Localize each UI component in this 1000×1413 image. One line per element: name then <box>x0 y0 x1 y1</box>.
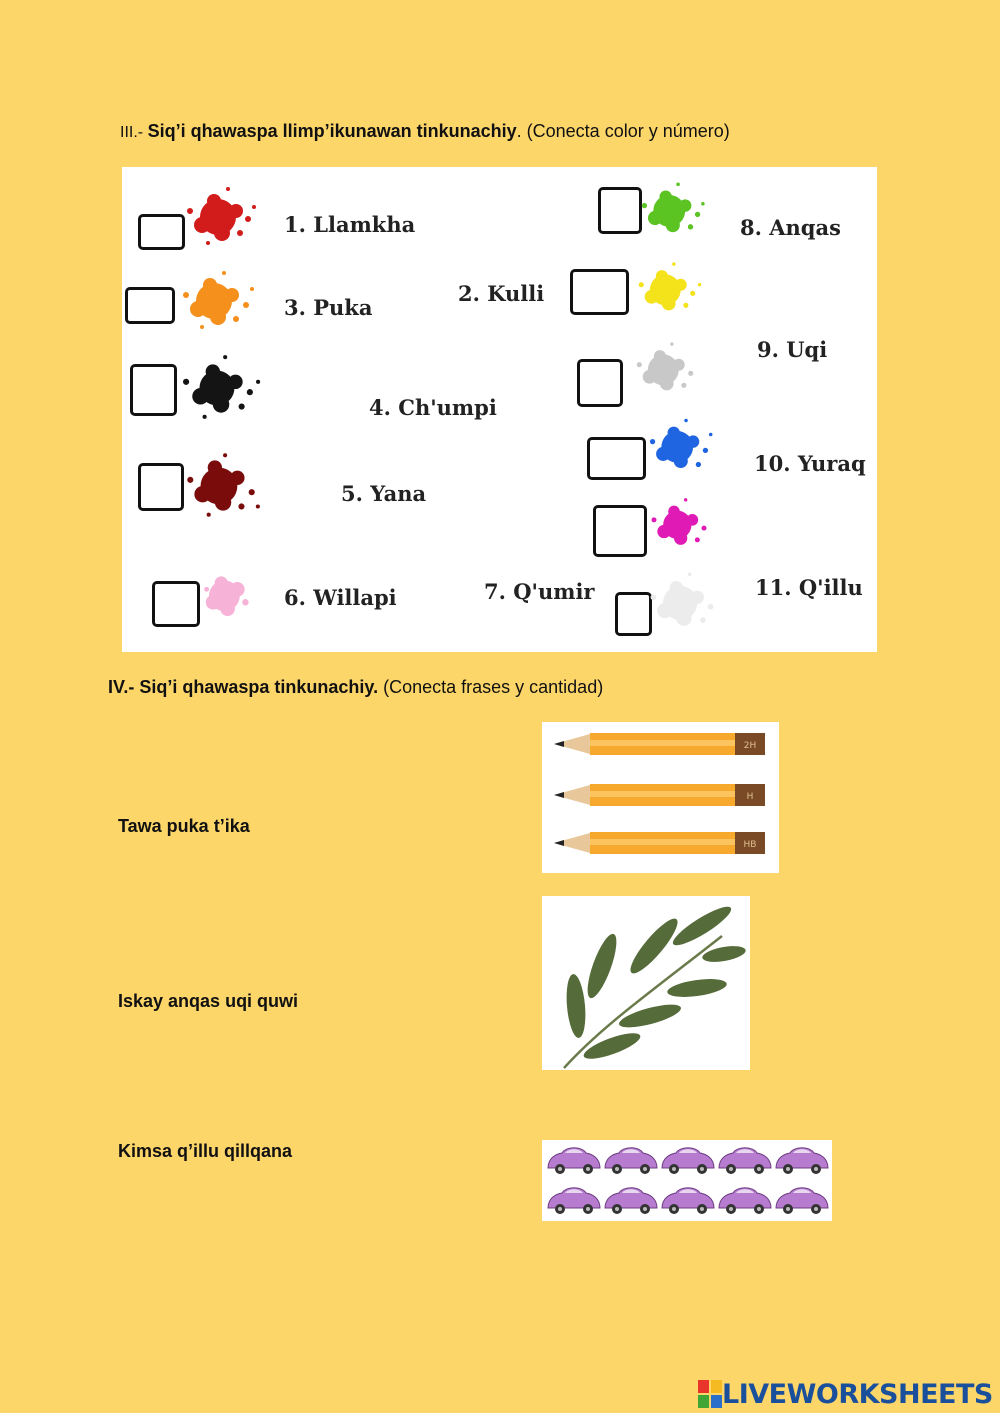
answer-box-yellow[interactable] <box>570 269 629 315</box>
section-4-title <box>108 677 603 698</box>
answer-box-gray[interactable] <box>577 359 623 407</box>
color-label-4: 4. Ch'umpi <box>369 395 497 420</box>
leaf-branch-icon <box>542 896 750 1070</box>
black-paint-splat-icon <box>174 351 264 423</box>
car-icon <box>719 1148 771 1174</box>
answer-box-orange[interactable] <box>125 287 175 324</box>
color-label-7: 7. Q'umir <box>484 579 595 604</box>
car-icon-group <box>542 1140 832 1221</box>
color-matching-panel <box>122 167 877 652</box>
car-icon <box>605 1188 657 1214</box>
green-paint-splat-icon <box>628 179 714 241</box>
pencil-icon <box>554 832 765 854</box>
color-label-9: 9. Uqi <box>757 337 828 362</box>
section-3-title-bold: Siq’i qhawaspa llimp’ikunawan tinkunachiy <box>147 121 517 141</box>
color-label-6: 6. Willapi <box>284 585 397 610</box>
color-label-3: 3. Puka <box>284 295 373 320</box>
color-label-1: 1. Llamkha <box>284 212 416 237</box>
liveworksheets-logo <box>698 1378 993 1410</box>
section-4-prefix: IV.- <box>108 677 140 697</box>
magenta-paint-splat-icon <box>644 493 714 555</box>
pencil-label-2h: 2H <box>743 741 757 751</box>
car-icon <box>776 1188 828 1214</box>
phrase-3[interactable]: Kimsa q’illu qillqana <box>118 1141 293 1161</box>
red-paint-splat-icon <box>178 181 262 251</box>
pencil-label-hb: HB <box>743 840 757 850</box>
pencil-icon-group <box>542 722 779 873</box>
car-icon <box>548 1148 600 1174</box>
yellow-paint-splat-icon <box>622 259 712 319</box>
answer-box-blue[interactable] <box>587 437 646 480</box>
cars-image[interactable] <box>542 1140 832 1221</box>
color-label-10: 10. Yuraq <box>754 451 866 476</box>
gray-paint-splat-icon <box>622 339 708 399</box>
pencil-icon <box>554 733 765 755</box>
color-label-5: 5. Yana <box>341 481 427 506</box>
pink-paint-splat-icon <box>192 565 260 625</box>
color-label-2: 2. Kulli <box>458 281 545 306</box>
car-icon <box>548 1188 600 1214</box>
car-icon <box>719 1188 771 1214</box>
answer-box-magenta[interactable] <box>593 505 647 557</box>
section-4-title-rest: (Conecta frases y cantidad) <box>378 677 604 697</box>
car-icon <box>662 1148 714 1174</box>
answer-box-black[interactable] <box>130 364 177 416</box>
leaf-branch-image[interactable] <box>542 896 750 1070</box>
maroon-paint-splat-icon <box>178 447 264 523</box>
section-4-title-bold: Siq’i qhawaspa tinkunachiy. <box>139 677 379 697</box>
section-3-title <box>120 121 730 142</box>
white-paint-splat-icon <box>642 567 722 637</box>
pencil-label-h: H <box>746 792 754 802</box>
section-3-title-rest: . (Conecta color y número) <box>516 121 730 141</box>
color-label-11: 11. Q'illu <box>755 575 863 600</box>
phrase-1[interactable]: Tawa puka t’ika <box>118 816 250 836</box>
phrase-2[interactable]: Iskay anqas uqi quwi <box>118 991 299 1011</box>
liveworksheets-logo-icon <box>698 1380 722 1408</box>
car-icon <box>605 1148 657 1174</box>
pencils-image[interactable] <box>542 722 779 873</box>
pencil-icon <box>554 784 765 806</box>
section-3-prefix: III.- <box>120 124 148 141</box>
blue-paint-splat-icon <box>642 413 716 479</box>
liveworksheets-logo-text: LIVEWORKSHEETS <box>722 1378 993 1410</box>
car-icon <box>776 1148 828 1174</box>
color-label-8: 8. Anqas <box>740 215 841 240</box>
car-icon <box>662 1188 714 1214</box>
orange-paint-splat-icon <box>172 265 260 335</box>
